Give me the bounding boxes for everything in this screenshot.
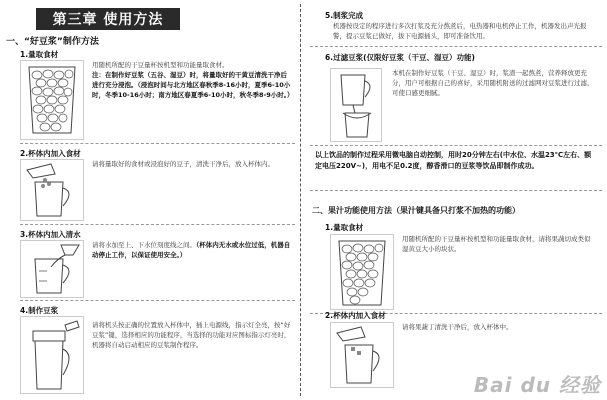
- step-text: [92, 240, 292, 260]
- step-title: 1.量取食材: [20, 50, 59, 59]
- step-title: 4.制作豆浆: [20, 306, 59, 315]
- fruit-cup-illustration: [330, 234, 394, 310]
- step-title: 2.杯体内加入食材: [20, 149, 81, 158]
- step-text: 本机在制作好豆浆（干豆、湿豆）时，浆渣一起熬煮，营养释放更充分，用户可根据自己的喜好，采用随机附送的过滤网对豆浆进行过滤，可使口感更细腻。: [392, 69, 594, 97]
- beans-cup-illustration: [20, 60, 84, 140]
- add-fruit-illustration: [330, 322, 394, 388]
- step-text: 请将量取好的食材或浸泡好的豆子，清洗干净后，放入杯体内。: [92, 160, 274, 168]
- summary-text: 以上饮品的制作过程采用微电脑自动控制，用时20分钟左右(中水位、水温23℃左右、额定电压220V~)，用电不足0.2度，醇香滑口的豆浆等饮品即制作成功。: [315, 151, 592, 170]
- step-title: 1.量取食材: [325, 223, 364, 232]
- step-text: 用随机所配的干豆量杯按机型和功能量取食材，请将果蔬切成类似湿黄豆大小的块状。: [402, 235, 591, 253]
- step-text: 请将机头按正确的位置放入杯体中，插上电源线，指示灯全亮，按“好豆浆”键，选择相应的功能程序，当选择的功能对应图标指示灯亮时，机器将自动启动相应的豆浆制作程序。: [92, 321, 291, 349]
- step-text-main: 请将水加至上、下水位刻度线之间。: [92, 241, 196, 249]
- divider: [310, 190, 602, 191]
- step-note: 注：在制作好豆浆（五谷、湿豆）时，将量取好的干黄豆清洗干净后进行充分浸泡。（浸泡时间与北方地区春秋季8-16小时，夏季6-10小时，冬季10-16小时；南方地区春夏季6-10小时，秋冬季8-9小时。）: [92, 71, 294, 99]
- making-soymilk-illustration: [20, 316, 84, 394]
- filter-illustration: [330, 68, 382, 142]
- step-title: 6.过滤豆浆(仅限好豆浆（干豆、湿豆）功能): [325, 53, 475, 62]
- divider: [20, 224, 295, 225]
- divider: [20, 300, 295, 301]
- divider: [20, 143, 295, 144]
- section-title-soymilk: 一、“好豆浆”制作方法: [6, 37, 99, 47]
- step-title: 2.杯体内加入食材: [325, 311, 386, 320]
- chapter-title: 第三章 使用方法: [36, 8, 180, 30]
- divider: [310, 46, 602, 47]
- add-water-illustration: [20, 240, 84, 298]
- column-divider: [300, 4, 301, 396]
- add-ingredients-illustration: [20, 159, 84, 221]
- step-text: 用随机所配的干豆量杯按机型和功能量取食材。: [92, 61, 229, 69]
- step-title: 3.杯体内加入清水: [20, 230, 81, 239]
- baidu-watermark: Bai du 经验: [473, 373, 601, 397]
- step-text: 机器按设定的程序进行多次打浆及充分熬煮后，电热器和电机停止工作，机器发出声光报警，提示豆浆已做好，拔下电源插头，即可准备饮用。: [333, 22, 587, 40]
- divider: [310, 145, 602, 146]
- step-text: 请将果蔬丁清洗干净后，放入杯体中。: [402, 323, 513, 331]
- step-note: （杯体内无水或水位过低，机器自动停止工作，以保证使用安全。）: [92, 241, 291, 259]
- step-title: 5.制浆完成: [325, 11, 364, 20]
- section-title-juice: 二、果汁功能使用方法（果汁键具备只打浆不加热的功能）: [312, 206, 520, 215]
